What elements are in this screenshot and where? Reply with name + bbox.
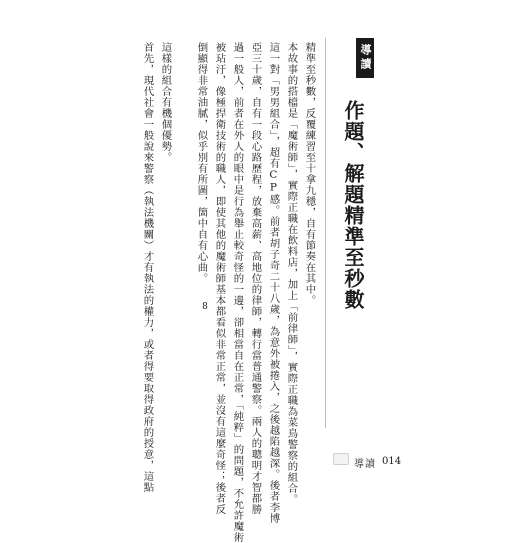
body-column-8: 這樣的組合有機個優勢。 <box>159 42 172 163</box>
body-column-7: 倒顯得非常油膩，似乎別有所圖，箇中自有心曲。 <box>195 42 208 284</box>
body-column-4: 亞三十歲，自有一段心路歷程，放棄高薪、高地位的律師，轉行當普通警察。兩人的聰明才智都勝 <box>249 42 262 515</box>
footer-section-label: 導讀 <box>354 459 376 470</box>
body-column-3: 這一對「男男組合」，超有CP感。前者胡子奇二十八歲，為意外被捲入，之後越陷越深。後者李博 <box>267 42 280 524</box>
body-column-9: 首先，現代社會一般說來警察（執法機關）才有執法的權力，或者得要取得政府的授意，這點 <box>141 42 154 493</box>
body-column-2: 本故事的搭檔是「魔術師」，實際正職在飲料店，加上「前律師」，實際正職為菜鳥警察的組合。 <box>285 42 298 505</box>
section-badge <box>356 38 374 78</box>
body-column-6: 被玷汙，像極捍衛技術的職人，即使其他的魔術師基本都看似非常正常，並沒有這麼奇怪；後者反 <box>213 42 226 515</box>
column-divider <box>325 38 326 428</box>
footer-ornament <box>333 453 349 465</box>
page-marker: 8 <box>200 302 210 312</box>
body-column-5: 過一般人，前者在外人的眼中是行為舉止較奇怪的一邊，卻相當自在正常，「純粹」的問題，不允許魔術 <box>231 42 244 543</box>
section-badge-label: 導讀 <box>359 44 372 72</box>
footer-page-number: 014 <box>382 456 402 467</box>
body-column-1: 精準至秒數，反覆練習至十拿九穩，自有節奏在其中。 <box>303 42 316 306</box>
chapter-title: 作題、解題精準至秒數 <box>341 100 365 310</box>
